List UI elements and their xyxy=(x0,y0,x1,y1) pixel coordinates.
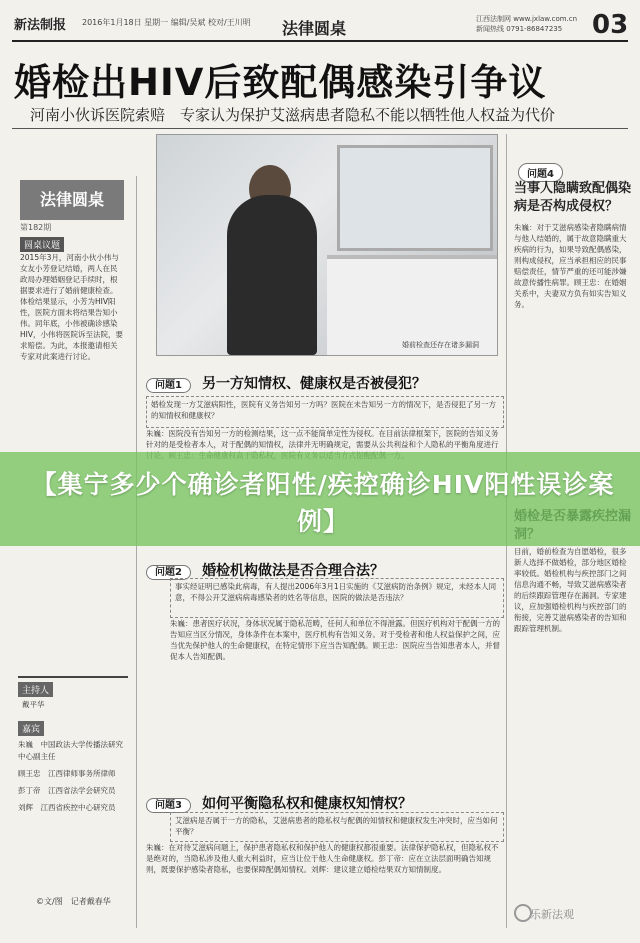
q3-heading xyxy=(146,793,412,813)
host-heading: 主持人 xyxy=(18,682,53,697)
newspaper-name: 新法制报 xyxy=(14,18,67,33)
site-line: 江西法制网 www.jxlaw.com.cn xyxy=(476,15,578,23)
watermark-text: 乐新法观 xyxy=(530,908,574,921)
q2-label: 问题2 xyxy=(146,565,191,580)
q2-body xyxy=(170,618,500,768)
q1-title: 另一方知情权、健康权是否被侵犯？ xyxy=(202,376,427,392)
q4-body: 朱巍：对于艾滋病感染者隐瞒病情与他人结婚的，属于故意隐瞒重大疾病的行为，如果导致配偶感染，则构成侵权，应当承担相应的民事赔偿责任，情节严重的还可能涉嫌故意传播性病罪。顾王忠：在婚姻关系中，夫妻双方负有如实告知义务。 xyxy=(514,223,627,309)
column-issue: 第182期 xyxy=(20,223,52,232)
host-guest-box xyxy=(18,676,128,890)
section-title: 法律圆桌 xyxy=(282,19,347,38)
q3-label: 问题3 xyxy=(146,798,191,813)
q3-lead: 艾滋病是否属于一方的隐私，艾滋病患者的隐私权与配偶的知情权和健康权发生冲突时，应当如何平衡？ xyxy=(170,812,504,842)
q4-label: 问题4 xyxy=(518,163,563,182)
page-number: 03 xyxy=(592,10,629,40)
q2-body-text: 朱巍：患者医疗状况，身体状况属于隐私范畴，任何人和单位不得泄露。但医疗机构对于配偶一方的告知应当区分情况，身体条件在本案中，医疗机构有告知义务。对于受检者和他人权益保护之间，应当优先保护他人的生命健康权，在特定情形下应当告知配偶。顾王忠：医院应当告知患者本人，并督促本人告知配偶。 xyxy=(170,619,500,661)
news-photo xyxy=(156,134,498,356)
q5-body: 目前，婚前检查为自愿婚检，很多新人选择不做婚检，部分地区婚检率较低。婚检机构与疾控部门之间信息沟通不畅，导致艾滋病感染者的后续跟踪管理存在漏洞。专家建议，应加强婚检机构与疾控部门的衔接，完善艾滋病感染者的告知和跟踪管理机制。 xyxy=(514,547,627,633)
q1-body-text: 朱巍：医院没有告知另一方的检测结果，这一点不能简单定性为侵权。在目前法律框架下，医院的告知义务针对的是受检者本人，对于配偶的知情权，法律并无明确规定，需要从公共利益和个人隐私的平衡角度进行 xyxy=(146,429,499,449)
guest-item: 顾王忠 江西律师事务所律师 xyxy=(18,769,116,778)
column-badge: 法律圆桌 xyxy=(20,180,124,220)
header-rule xyxy=(12,40,628,42)
guest-item: 刘辉 江西省疾控中心研究员 xyxy=(18,803,116,812)
headline: 婚检出HIV后致配偶感染引争议 xyxy=(14,61,547,104)
guest-heading: 嘉宾 xyxy=(18,721,44,736)
q2-title: 婚检机构做法是否合理合法？ xyxy=(202,563,385,579)
q1-heading xyxy=(146,373,426,393)
q3-body xyxy=(146,842,500,934)
intro-tag: 圆桌议题 xyxy=(20,237,64,252)
q3-title: 如何平衡隐私权和健康权知情权？ xyxy=(202,796,413,812)
guest-item: 朱巍 中国政法大学传播法研究中心副主任 xyxy=(18,740,123,761)
photo-caption: 婚前检查还存在诸多漏洞 xyxy=(402,341,479,349)
q3-body-text: 朱巍：在对待艾滋病问题上，保护患者隐私权和保护他人的健康权都很重要。法律保护隐私权，但隐私权不是绝对的，当隐私涉及他人重大利益时，应当让位于他人生命健康权。彭丁帝：应在立法层面明确告知规则，既要保护感染者隐私，也要保障配偶知情权。刘辉：建议建立婚检结果双方知情制度。 xyxy=(146,843,499,874)
column-divider-left xyxy=(136,176,137,928)
intro-text: 2015年3月，河南小伙小伟与女友小芳登记结婚，两人在民政局办理婚姻登记手续时，根据要求进行了婚前健康检查。体检结果显示，小芳为HIV阳性，医院方面未将结果告知小伟。同年底，小伟被确诊感染HIV，小伟将医院诉至法院，要求赔偿。为此，本报邀请相关专家对此案进行讨论。 xyxy=(20,253,123,361)
q4-title: 当事人隐瞒致配偶染病是否构成侵权？ xyxy=(514,181,632,214)
hotline-line: 新闻热线 0791-86847235 xyxy=(476,25,563,33)
guest-item: 彭丁帝 江西省法学会研究员 xyxy=(18,786,116,795)
photo-credit: ©文/图 记者戴春华 xyxy=(36,897,111,906)
photo-person-body xyxy=(227,195,317,355)
q2-lead: 事实经证明已感染此病毒，有人提出2006年3月1日实施的《艾滋病防治条例》规定，未经本人同意，不得公开艾滋病病毒感染者的姓名等信息，医院的做法是否违法？ xyxy=(170,578,504,618)
q1-lead: 婚检发现一方艾滋病阳性，医院有义务告知另一方吗？医院在未告知另一方的情况下，是否侵犯了另一方的知情权和健康权？ xyxy=(146,396,504,428)
headline-rule xyxy=(12,128,628,129)
q2-heading xyxy=(146,560,384,580)
q1-label: 问题1 xyxy=(146,378,191,393)
host-name: 戴平华 xyxy=(22,700,45,709)
date-line: 2016年1月18日 星期一 编辑/吴斌 校对/王川明 xyxy=(82,18,251,27)
subheadline: 河南小伙诉医院索赔 专家认为保护艾滋病患者隐私不能以牺牲他人权益为代价 xyxy=(30,106,556,124)
photo-window xyxy=(337,145,493,251)
overlay-banner-text: 【集宁多少个确诊者阳性/疾控确诊HIV阳性误诊案例】 xyxy=(31,470,615,536)
